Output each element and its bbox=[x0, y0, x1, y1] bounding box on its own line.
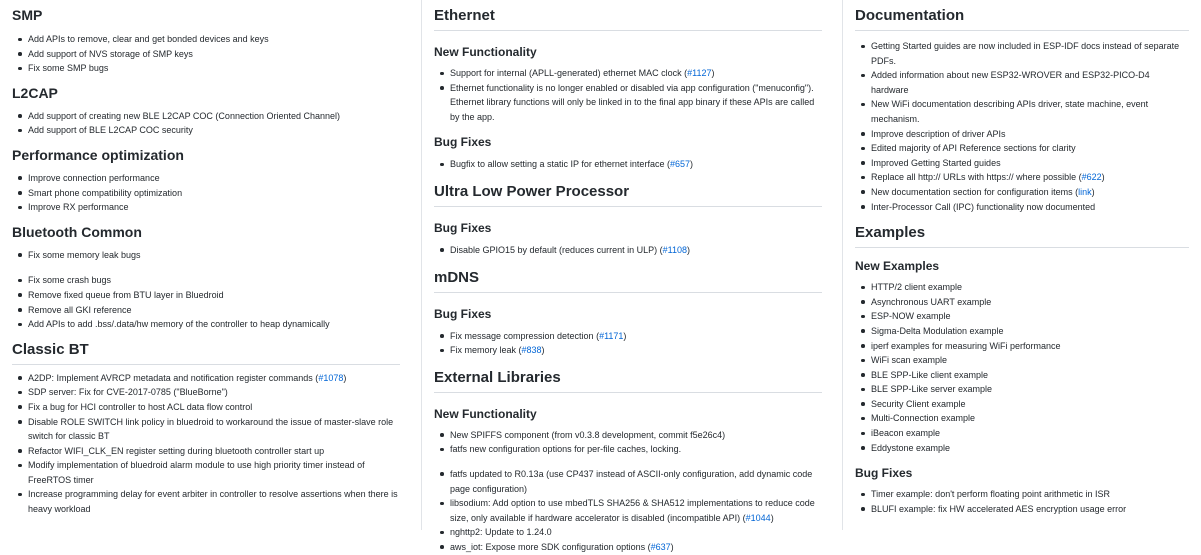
item-text: ) bbox=[686, 244, 690, 255]
list-item: Eddystone example bbox=[871, 441, 1189, 456]
item-text: Fix message compression detection ( bbox=[450, 330, 600, 341]
heading-mdns: mDNS bbox=[434, 268, 822, 293]
list-item: Security Client example bbox=[871, 397, 1189, 412]
list-item: Improved Getting Started guides bbox=[871, 156, 1189, 171]
list-l2cap bbox=[12, 109, 400, 138]
heading-classic-bt: Classic BT bbox=[12, 340, 400, 365]
list-item: ESP-NOW example bbox=[871, 309, 1189, 324]
item-text: ) bbox=[1101, 172, 1105, 183]
list-item: Add APIs to remove, clear and get bonded devices and keys bbox=[28, 32, 400, 47]
list-ulp-bugs bbox=[434, 243, 822, 258]
heading-l2cap: L2CAP bbox=[12, 84, 58, 101]
heading-ulp: Ultra Low Power Processor bbox=[434, 182, 822, 207]
subheading-bug-fixes: Bug Fixes bbox=[434, 135, 492, 150]
list-item: fatfs new configuration options for per-file caches, locking. bbox=[450, 442, 822, 457]
list-item bbox=[450, 243, 822, 258]
item-text: ) bbox=[1091, 186, 1095, 197]
list-item: Refactor WIFI_CLK_EN register setting during bluetooth controller start up bbox=[28, 444, 400, 459]
item-text: ) bbox=[343, 372, 347, 383]
list-ethernet-bugs bbox=[434, 157, 822, 172]
column-peripherals bbox=[421, 0, 834, 552]
heading-examples: Examples bbox=[855, 223, 1189, 248]
list-item: Increase programming delay for event arbiter in controller to resolve assertions when there is heavy workload bbox=[28, 487, 400, 516]
list-mdns-bugs bbox=[434, 329, 822, 358]
list-item bbox=[28, 371, 400, 386]
column-docs-examples bbox=[842, 0, 1201, 530]
list-item: Modify implementation of bluedroid alarm module to use high priority timer instead of FreeRTOS timer bbox=[28, 458, 400, 487]
heading-performance: Performance optimization bbox=[12, 146, 184, 163]
list-item bbox=[450, 540, 822, 555]
list-item: Add support of BLE L2CAP COC security bbox=[28, 123, 400, 138]
item-text: New documentation section for configuration items ( bbox=[871, 186, 1079, 197]
list-item bbox=[450, 66, 822, 81]
list-item: Added information about new ESP32-WROVER and ESP32-PICO-D4 hardware bbox=[871, 68, 1189, 97]
list-item: iperf examples for measuring WiFi performance bbox=[871, 339, 1189, 354]
list-item: Getting Started guides are now included in ESP-IDF docs instead of separate PDFs. bbox=[871, 39, 1189, 68]
issue-link-657[interactable]: #657 bbox=[669, 159, 690, 170]
issue-link-1078[interactable]: #1078 bbox=[318, 372, 344, 383]
list-item: Disable ROLE SWITCH link policy in bluedroid to workaround the issue of master-slave role switch for classic BT bbox=[28, 415, 400, 444]
list-item: HTTP/2 client example bbox=[871, 280, 1189, 295]
list-item: Add APIs to add .bss/.data/hw memory of the controller to heap dynamically bbox=[28, 317, 400, 332]
list-bluetooth-common-b bbox=[12, 273, 400, 331]
item-text: ) bbox=[770, 512, 774, 523]
item-text: Disable GPIO15 by default (reduces current in ULP) ( bbox=[450, 244, 663, 255]
list-item: Fix some crash bugs bbox=[28, 273, 400, 288]
list-item bbox=[871, 170, 1189, 185]
issue-link-838[interactable]: #838 bbox=[521, 345, 542, 356]
issue-link-1108[interactable]: #1108 bbox=[662, 244, 687, 255]
item-text: ) bbox=[689, 159, 693, 170]
list-item: Sigma-Delta Modulation example bbox=[871, 324, 1189, 339]
item-text: ) bbox=[711, 68, 715, 78]
item-text: libsodium: Add option to use mbedTLS SHA256 & SHA512 implementations to reduce code size, only available if hardware accelerator is disabled (incompatible API) ( bbox=[450, 498, 815, 523]
heading-smp: SMP bbox=[12, 7, 43, 23]
subheading-new-functionality: New Functionality bbox=[434, 406, 537, 421]
list-item: New WiFi documentation describing APIs driver, state machine, event mechanism. bbox=[871, 97, 1189, 126]
issue-link-1127[interactable]: #1127 bbox=[687, 68, 712, 78]
heading-ethernet: Ethernet bbox=[434, 6, 822, 31]
heading-bluetooth-common: Bluetooth Common bbox=[12, 223, 142, 240]
list-item: SDP server: Fix for CVE-2017-0785 ("BlueBorne") bbox=[28, 385, 400, 400]
list-extlib-a bbox=[434, 428, 822, 457]
item-text: ) bbox=[623, 330, 627, 341]
list-new-examples bbox=[855, 280, 1189, 455]
column-bluetooth bbox=[0, 0, 412, 530]
list-item: Fix a bug for HCI controller to host ACL data flow control bbox=[28, 400, 400, 415]
list-item: Inter-Processor Call (IPC) functionality now documented bbox=[871, 200, 1189, 215]
list-smp bbox=[12, 32, 400, 76]
list-item: BLE SPP-Like server example bbox=[871, 382, 1189, 397]
list-item: Improve RX performance bbox=[28, 200, 400, 215]
list-examples-bugs bbox=[855, 487, 1189, 516]
list-item: Add support of NVS storage of SMP keys bbox=[28, 47, 400, 62]
list-item: Edited majority of API Reference sections for clarity bbox=[871, 141, 1189, 156]
list-item: Fix some memory leak bugs bbox=[28, 248, 400, 263]
list-item: Timer example: don't perform floating point arithmetic in ISR bbox=[871, 487, 1189, 502]
list-bluetooth-common-a bbox=[12, 248, 400, 263]
list-ethernet-new bbox=[434, 66, 822, 124]
list-item: New SPIFFS component (from v0.3.8 development, commit f5e26c4) bbox=[450, 428, 822, 443]
item-text: Bugfix to allow setting a static IP for ethernet interface ( bbox=[450, 159, 670, 170]
list-classic-bt bbox=[12, 371, 400, 517]
subheading-bug-fixes: Bug Fixes bbox=[434, 220, 492, 235]
list-item bbox=[450, 496, 822, 525]
config-items-link[interactable]: link bbox=[1078, 186, 1092, 197]
list-item: BLE SPP-Like client example bbox=[871, 368, 1189, 383]
list-documentation bbox=[855, 39, 1189, 214]
item-text: ) bbox=[670, 541, 674, 552]
item-text: Fix memory leak ( bbox=[450, 345, 522, 356]
list-extlib-b bbox=[434, 467, 822, 555]
list-item: Asynchronous UART example bbox=[871, 295, 1189, 310]
list-item: Remove fixed queue from BTU layer in Bluedroid bbox=[28, 288, 400, 303]
heading-documentation: Documentation bbox=[855, 6, 1189, 31]
list-item: Fix some SMP bugs bbox=[28, 61, 400, 76]
list-item bbox=[450, 343, 822, 358]
list-item: WiFi scan example bbox=[871, 353, 1189, 368]
list-item: Multi-Connection example bbox=[871, 411, 1189, 426]
list-item bbox=[450, 157, 822, 172]
subheading-bug-fixes: Bug Fixes bbox=[434, 306, 492, 321]
list-item: fatfs updated to R0.13a (use CP437 instead of ASCII-only configuration, add dynamic code page configuration) bbox=[450, 467, 822, 496]
issue-link-622[interactable]: #622 bbox=[1081, 172, 1102, 183]
subheading-new-functionality: New Functionality bbox=[434, 45, 537, 59]
issue-link-637[interactable]: #637 bbox=[650, 541, 671, 552]
issue-link-1044[interactable]: #1044 bbox=[745, 512, 771, 523]
list-item bbox=[450, 329, 822, 344]
list-item: Remove all GKI reference bbox=[28, 303, 400, 318]
list-item: Ethernet functionality is no longer enabled or disabled via app configuration ("menuconfig"). Ethernet library functions will only be linked in to the final app binary if these APIs are called by the app. bbox=[450, 81, 822, 125]
list-item: Improve description of driver APIs bbox=[871, 127, 1189, 142]
list-item: Smart phone compatibility optimization bbox=[28, 186, 400, 201]
subheading-bug-fixes: Bug Fixes bbox=[855, 466, 913, 481]
list-item: Add support of creating new BLE L2CAP COC (Connection Oriented Channel) bbox=[28, 109, 400, 124]
item-text: Replace all http:// URLs with https:// where possible ( bbox=[871, 172, 1082, 183]
list-performance bbox=[12, 171, 400, 215]
heading-external-libraries: External Libraries bbox=[434, 368, 822, 393]
list-item: nghttp2: Update to 1.24.0 bbox=[450, 525, 822, 540]
list-item: iBeacon example bbox=[871, 426, 1189, 441]
item-text: Support for internal (APLL-generated) ethernet MAC clock ( bbox=[450, 68, 688, 78]
item-text: aws_iot: Expose more SDK configuration options ( bbox=[450, 541, 651, 552]
list-item: Improve connection performance bbox=[28, 171, 400, 186]
subheading-new-examples: New Examples bbox=[855, 259, 940, 274]
item-text: ) bbox=[541, 345, 545, 356]
item-text: A2DP: Implement AVRCP metadata and notification register commands ( bbox=[28, 372, 319, 383]
list-item: BLUFI example: fix HW accelerated AES encryption usage error bbox=[871, 502, 1189, 517]
list-item bbox=[871, 185, 1189, 200]
issue-link-1171[interactable]: #1171 bbox=[599, 330, 624, 341]
